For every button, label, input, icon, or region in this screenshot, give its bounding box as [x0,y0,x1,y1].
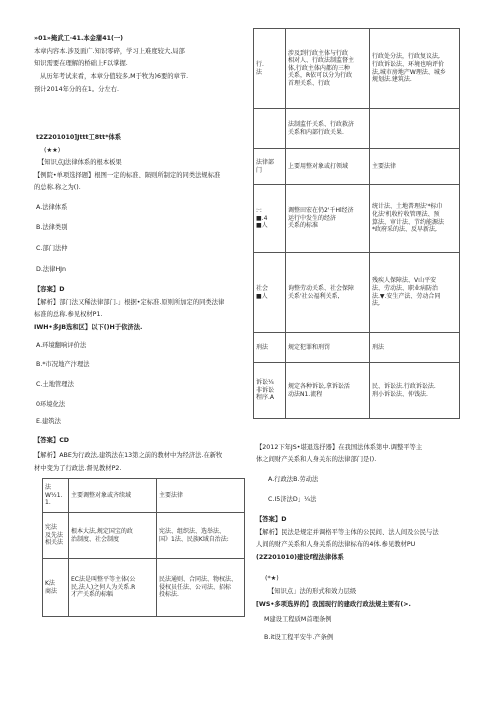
analysis: 标准的总称.参见权材P1. [34,311,103,318]
analysis: 【解析】部门法又稀法律部门.」根据•定标准.原则所加定的同类法律 [34,299,225,306]
table-row [254,29,460,109]
section-title: (2Z201010)建设f程法律体系 [256,554,344,561]
table-row [254,253,460,333]
option-c: C.部门法仲 [36,245,68,252]
option-d: 0环境化法 [36,401,66,408]
table-cell: 主要法律 [157,479,245,513]
option-e: E.建筑法 [36,418,61,425]
table-cell: 根本大法,规定国宝的政 治制度、社会制度 [69,513,157,559]
table-row [254,149,460,185]
table-row [254,333,460,363]
section-title: t2Z201010]Jttt工8tt*体系 [36,134,122,141]
table-cell: 宪法 及先法 相关法 [43,513,69,559]
knowledge-point: 【知识点J法律体系的根本板果 [38,159,122,166]
table-cell: 主要调整对象或齐续域 [69,479,157,513]
table-cell: 行. 法 [254,29,286,109]
answer: 【容案】D [34,286,65,293]
knowledge-point: 【知识点」法的形式和效力层级 [268,588,357,595]
analysis: 【解析】民法是规定并调格平等主体的公民间、法人间及公民与法 [256,529,439,536]
table-cell: :·: ■.4 ■人 [254,185,286,253]
option-b: B.it设工程平安牛.产条例 [264,634,334,641]
option-cd: C.I5济法D」¼法 [268,496,317,503]
analysis: 材中变为了行政法.督见教材P2. [34,465,122,472]
analysis: 【解析】ABE为行政法,建筑法在13第之前的教材中为经济法.在新牧 [34,452,223,459]
answer: 【答案】CD [34,437,70,444]
table-cell: 社会 ■人 [254,253,286,333]
intro-line: 预计2014年分的在1。分左右. [34,86,120,93]
analysis: 人间的财产关系和人身关系的法律标布的4体.参见教材PU [256,541,416,548]
option-a: M建设工程质M首理条例 [264,616,332,623]
option-a: A.法律体系 [36,204,68,211]
difficulty-stars: (★★) [44,147,61,154]
law-table-left [42,478,245,617]
question-stem: 【例院•单项选择题】根图一定的标准、陨则所制定的同类法规标准 [34,172,221,179]
option-ab: A.行政法B.劳动法 [268,476,319,483]
table-cell: 民法通则、合同法、物权法、 侵权员任法、公司法、招标 投标法. [157,559,245,617]
intro-line: 从历年考试来看，本章分值较多,M于牧为)6要的章节. [40,73,189,80]
option-b: B.*市况地产汴理法 [36,361,90,368]
table-cell: 主要法律 [370,149,460,185]
table-cell: 法制监仟关系、行政救济 关系和内部行政关果. [286,109,370,149]
option-d: D.法律HJn [36,266,67,273]
table-cell: 宪法、组织法、选举法、 国》1法、民族K域自治法: [157,513,245,559]
option-b: B.法律类别 [36,224,68,231]
table-cell: 诉讼¼ 非诉讼 程序.A [254,363,286,419]
question-stem: 体之间财产关系和人身关东的法律部门是(). [256,456,377,463]
option-c: C.土地管理法 [36,381,74,388]
law-table-right [253,28,460,419]
table-cell: 刑法 [254,333,286,363]
question-stem: [WS•多项选界的】我国现行的建政行政法规主要有(>. [256,601,411,608]
table-cell: 规定各种诉讼,拿诉讼活 动法N1.流程 [286,363,370,419]
table-cell: 行政处分法，行政复议法, 行政诉讼法、环境也响评价 法,城市房地产W理法、城乡 规划法.建筑法. [370,29,460,109]
chapter-heading: »01»掩武工·41.本金蒲41(一) [34,35,124,42]
table-cell: 法 W½1. 1. [43,479,69,513]
table-row [254,109,460,149]
table-cell: 法律部 门 [254,149,286,185]
table-cell: 规定犯罪和刑罚 [286,333,370,363]
table-row [43,513,245,559]
table-cell: EC法是叫整平等主体(公 民,法人)之何人为关系.R 才产关系的标幅 [69,559,157,617]
question-stem: 【2012下年JS•堪退选抒器】在我国法体系第中.调整平等主 [256,444,423,451]
difficulty-stars: (*★) [265,575,279,582]
table-cell [254,109,286,149]
table-cell: 统计法、土地普理法'*标巾 化法'机收柠收管理法、预 算法、审计法、节约能源法 *政府采的法、反早新法, [370,185,460,253]
question-stem: 的总称.称之为(). [34,184,81,191]
table-cell: 上要用整对象或打领域 [286,149,370,185]
table-row [43,479,245,513]
answer: 【答案】D [256,516,287,523]
table-row [254,363,460,419]
table-cell: 询整劳动关系、社会保障 关系'社公福利关系, [286,253,370,333]
option-a: A.环境翻响评价法 [36,342,87,349]
question-stem: IWH•多JB选和区】以下()H于依济法. [34,324,143,331]
table-row [254,185,460,253]
table-row [43,559,245,617]
table-cell: 调整田宏在仍2'千Hl经济 运行中发生的经济 关系的标准 [286,185,370,253]
table-cell: 刑法 [370,333,460,363]
intro-line: 知识需要在理解的桥础上F以掌握. [34,60,128,67]
table-cell: 民、诉讼法.行政诉讼法. 刑小诉讼法、仲饯法. [370,363,460,419]
table-cell: 涉及到行政主体与行政 相对人、行政法制监督主 体,行政主体内都的三种 关系，R依可以分为行政 首理关系、行政 [286,29,370,109]
table-cell: K法 商法 [43,559,69,617]
intro-line: 本章内容本.涉及面广.知识零碎，学习上难度较大,局部 [34,48,185,55]
table-cell: 残疾人保障法、V山平安 法、劳动法、职业病防治 法.▼.安生产法、劳动合同 法, [370,253,460,333]
table-cell [370,109,460,149]
